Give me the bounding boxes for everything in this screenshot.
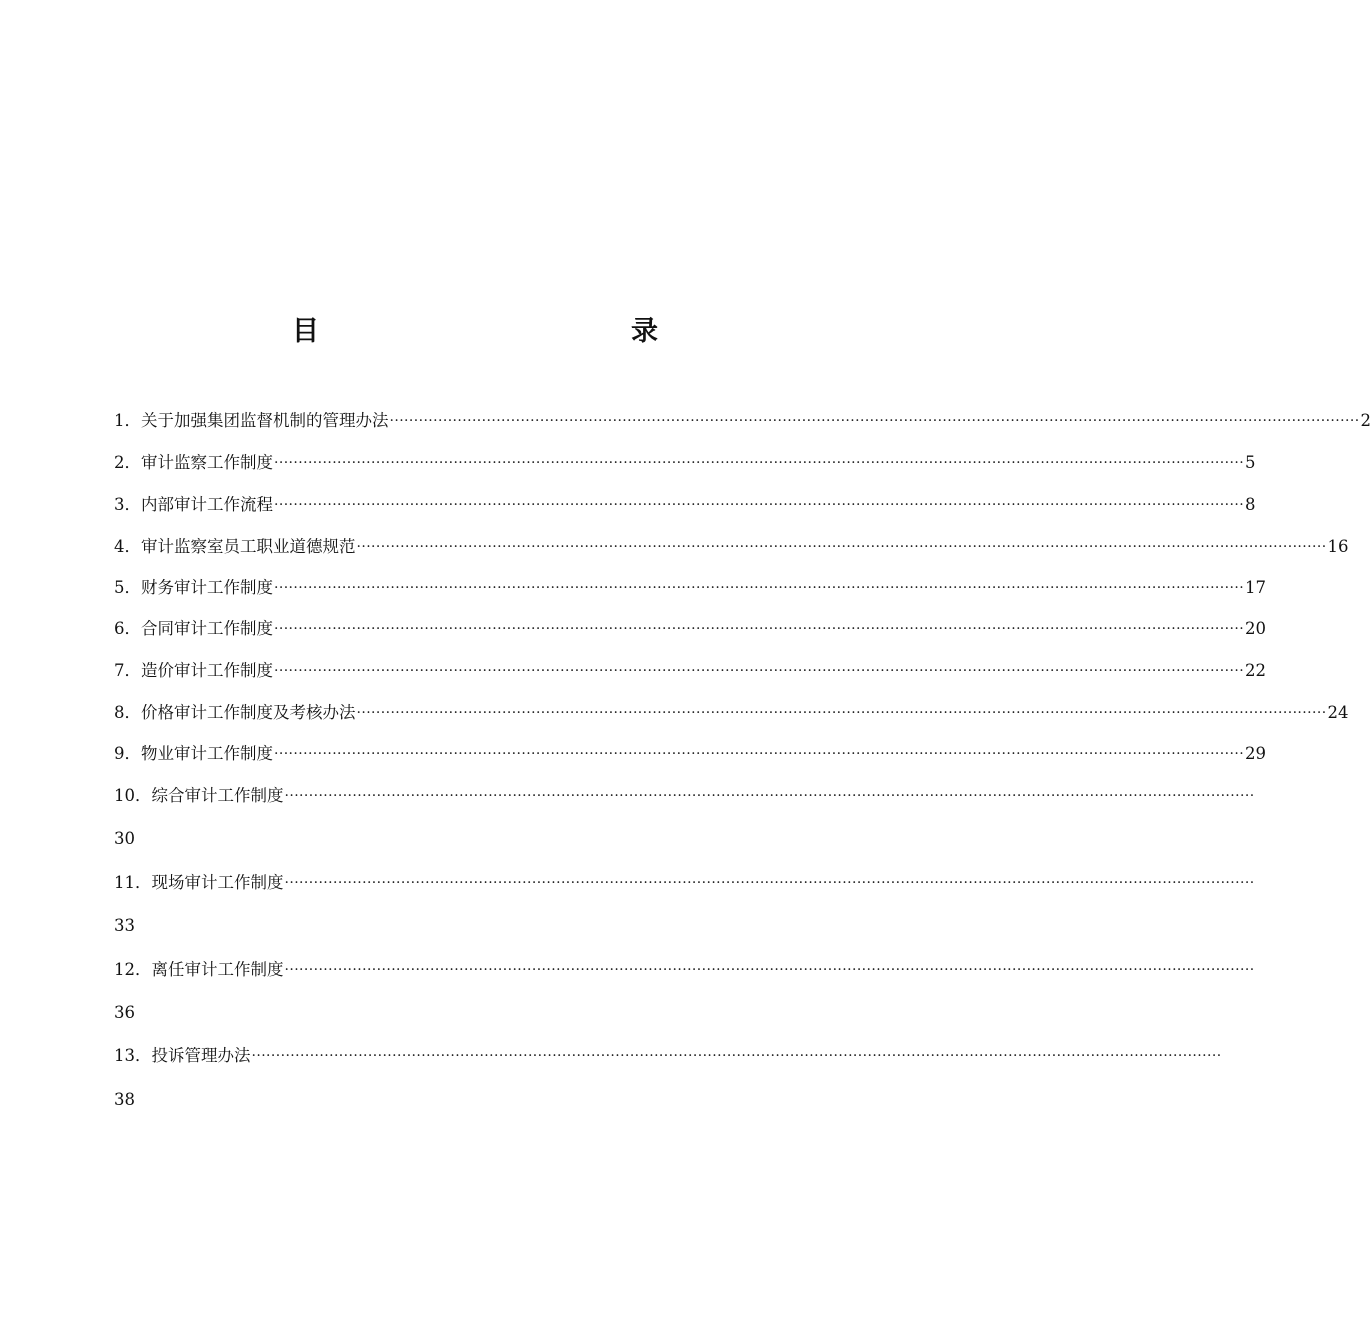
- dot-leader: ········································································································································································································: [274, 580, 1245, 596]
- dot-leader: ········································································································································································································: [274, 663, 1245, 679]
- toc-title: 目 录: [292, 316, 744, 347]
- toc-entry-5[interactable]: [114, 573, 1267, 599]
- toc-entry-page: 30: [114, 829, 135, 848]
- dot-leader: ········································································································································································································: [284, 875, 1255, 891]
- toc-entry-title: 造价审计工作制度: [141, 661, 273, 680]
- toc-entry-page: 16: [1327, 537, 1349, 556]
- toc-entry-page: 36: [114, 1003, 135, 1022]
- toc-entry-11[interactable]: [114, 868, 1255, 894]
- toc-entry-number: 1．: [114, 411, 141, 430]
- dot-leader: ········································································································································································································: [284, 962, 1255, 978]
- toc-entry-page: 17: [1245, 578, 1267, 597]
- toc-entry-number: 3．: [114, 495, 141, 514]
- toc-entry-title: 投诉管理办法: [151, 1046, 251, 1065]
- toc-entry-title: 财务审计工作制度: [141, 578, 273, 597]
- toc-entry-page: 2: [1360, 411, 1371, 430]
- toc-entry-page: 38: [114, 1090, 135, 1109]
- toc-entry-9[interactable]: [114, 739, 1267, 765]
- dot-leader: ········································································································································································································: [274, 497, 1245, 513]
- dot-leader: ········································································································································································································: [356, 705, 1327, 721]
- toc-entry-number: 9．: [114, 744, 141, 763]
- toc-entry-10[interactable]: [114, 781, 1255, 807]
- dot-leader: ········································································································································································································: [284, 788, 1255, 804]
- toc-entry-page: 29: [1245, 744, 1267, 763]
- toc-entry-page: 5: [1245, 453, 1256, 472]
- toc-entry-title: 物业审计工作制度: [141, 744, 273, 763]
- dot-leader: ········································································································································································································: [356, 539, 1327, 555]
- toc-entry-6[interactable]: [114, 614, 1267, 640]
- toc-entry-4[interactable]: [114, 532, 1349, 558]
- toc-entry-title: 离任审计工作制度: [151, 960, 284, 979]
- toc-entry-7[interactable]: [114, 656, 1267, 682]
- dot-leader: ········································································································································································································: [274, 455, 1245, 471]
- toc-entry-number: 2．: [114, 453, 141, 472]
- toc-entry-title: 综合审计工作制度: [151, 786, 284, 805]
- toc-entry-1[interactable]: [114, 406, 1371, 432]
- toc-entry-number: 10．: [114, 786, 152, 805]
- toc-entry-number: 12．: [114, 960, 152, 979]
- toc-entry-number: 8．: [114, 703, 141, 722]
- toc-entry-page: 24: [1327, 703, 1349, 722]
- toc-entry-2[interactable]: [114, 448, 1256, 474]
- toc-entry-title: 关于加强集团监督机制的管理办法: [141, 411, 389, 430]
- toc-entry-number: 11．: [114, 873, 152, 892]
- toc-entry-number: 13．: [114, 1046, 152, 1065]
- toc-entry-page: 20: [1245, 619, 1267, 638]
- toc-entry-number: 6．: [114, 619, 141, 638]
- toc-entry-title: 审计监察室员工职业道德规范: [141, 537, 356, 556]
- toc-entry-12[interactable]: [114, 955, 1255, 981]
- toc-entry-number: 4．: [114, 537, 141, 556]
- toc-entry-number: 5．: [114, 578, 141, 597]
- toc-entry-title: 内部审计工作流程: [141, 495, 273, 514]
- toc-entry-number: 7．: [114, 661, 141, 680]
- dot-leader: ········································································································································································································: [274, 621, 1245, 637]
- toc-entry-page: 8: [1245, 495, 1256, 514]
- toc-entry-title: 价格审计工作制度及考核办法: [141, 703, 356, 722]
- toc-entry-3[interactable]: [114, 490, 1256, 516]
- dot-leader: ········································································································································································································: [251, 1048, 1222, 1064]
- toc-entry-title: 现场审计工作制度: [151, 873, 284, 892]
- toc-entry-page: 22: [1245, 661, 1267, 680]
- dot-leader: ········································································································································································································: [274, 746, 1245, 762]
- toc-entry-title: 审计监察工作制度: [141, 453, 273, 472]
- toc-entry-page: 33: [114, 916, 135, 935]
- toc-entry-8[interactable]: [114, 698, 1349, 724]
- toc-entry-13[interactable]: [114, 1041, 1222, 1067]
- dot-leader: ········································································································································································································: [389, 413, 1360, 429]
- toc-entry-title: 合同审计工作制度: [141, 619, 273, 638]
